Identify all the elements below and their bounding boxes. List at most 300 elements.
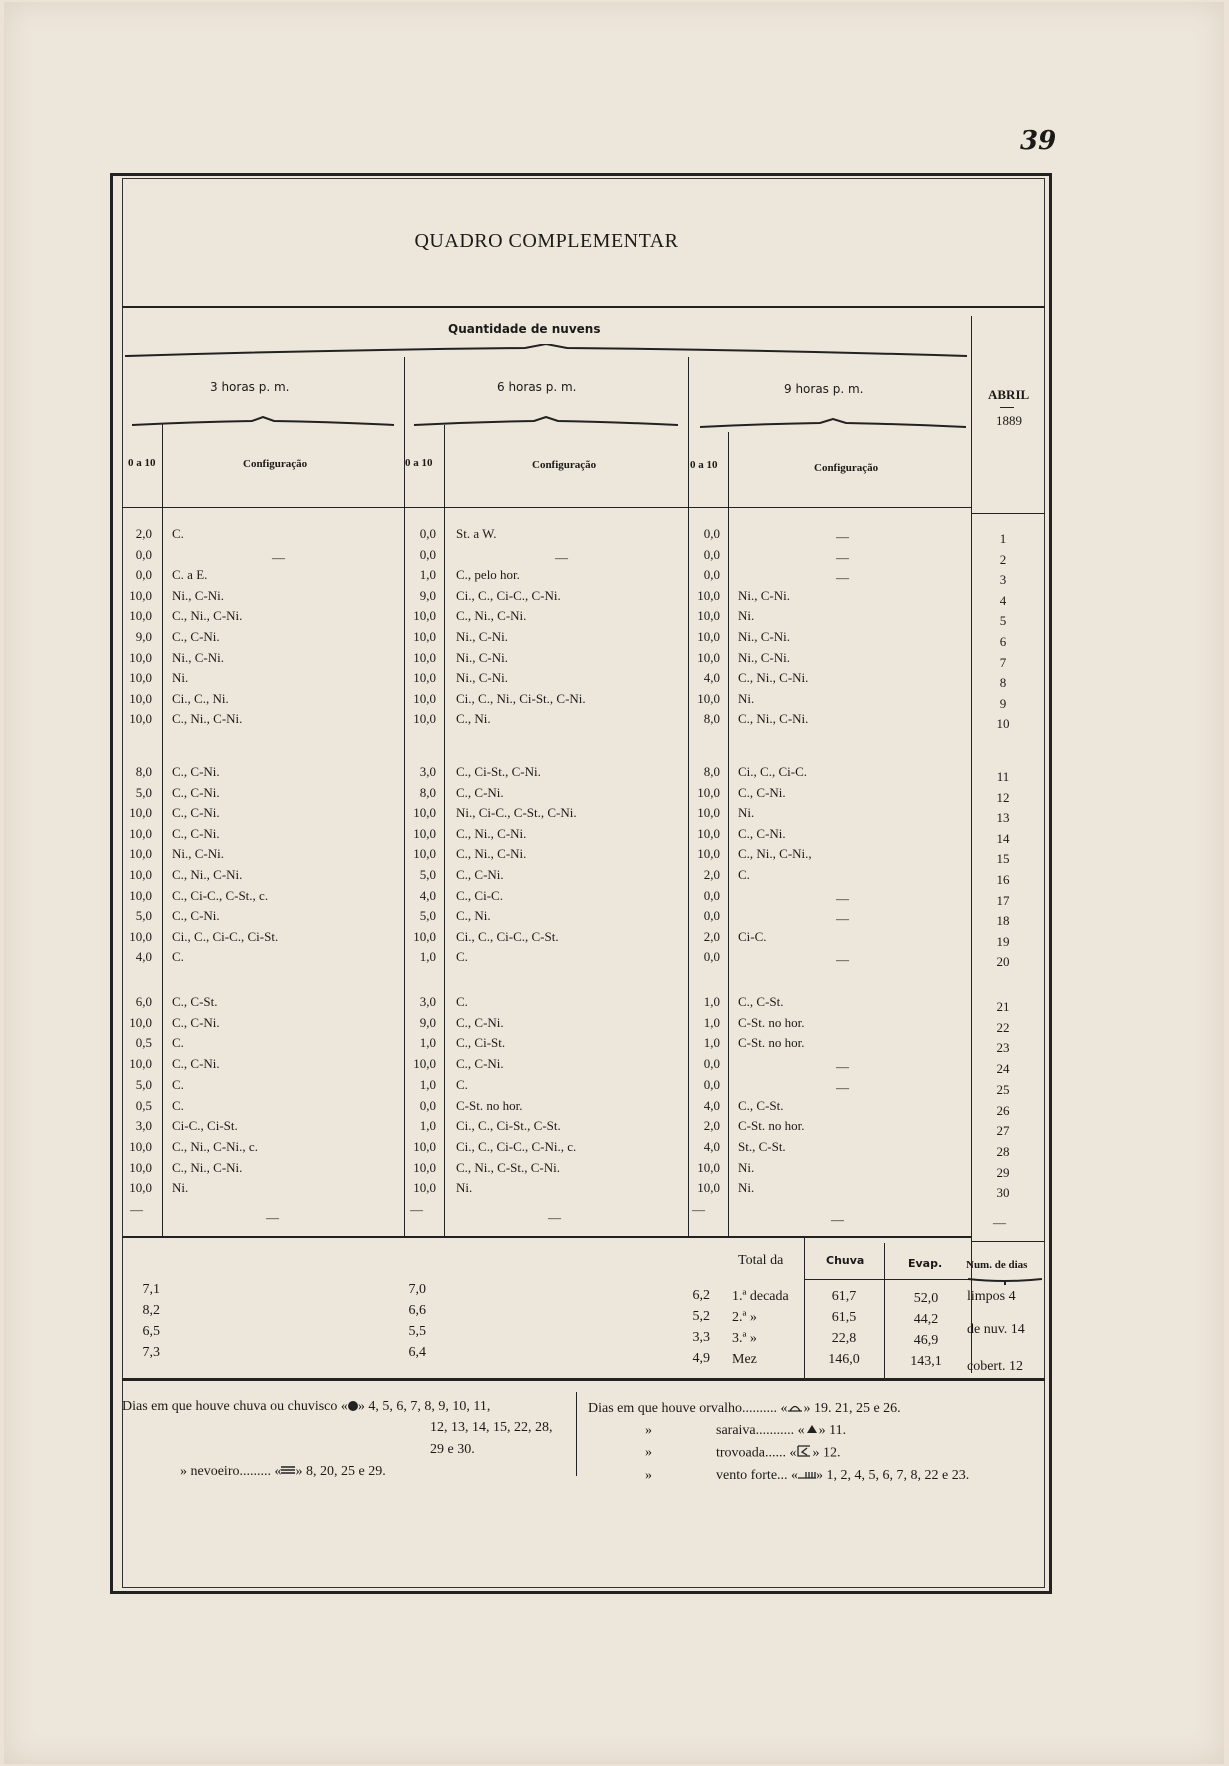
day-number: 11 — [996, 769, 1010, 784]
config-9pm: C., Ni., C-Ni. — [738, 670, 809, 686]
amount-9pm: 10,0 — [697, 608, 720, 624]
day-number: 7 — [999, 654, 1007, 670]
config-9pm: Ci., C., Ci-C. — [738, 764, 807, 779]
day-number: 17 — [996, 892, 1010, 908]
config-6pm: C., Ni., C-Ni. — [456, 846, 527, 862]
numdias-brace — [968, 1277, 1042, 1285]
day-number: 15 — [996, 851, 1010, 867]
amount-3pm: 0,5 — [135, 1097, 152, 1113]
amount-9pm: 0,0 — [703, 887, 720, 903]
evap-value: 44,2 — [913, 1312, 939, 1327]
config-3pm: C., Ni., C-Ni. — [172, 608, 243, 624]
amount-3pm: 10,0 — [129, 825, 152, 841]
brace-6pm — [414, 416, 678, 424]
amount-9pm: 10,0 — [697, 1180, 720, 1196]
config-9pm: — — [836, 570, 849, 586]
day-number: 18 — [996, 913, 1010, 929]
config-6pm: C. — [456, 1076, 468, 1092]
amount-3pm: 5,0 — [135, 1076, 152, 1092]
col-config-b: Configuração — [532, 459, 597, 471]
config-3pm: Ci., C., Ci-C., Ci-St. — [172, 928, 279, 944]
config-9pm: Ni., C-Ni. — [738, 587, 790, 603]
config-3pm: C. — [172, 1097, 184, 1113]
header-rule-month — [971, 513, 1045, 514]
thunder-icon — [796, 1445, 812, 1462]
config-9pm: C., C-St. — [738, 1097, 784, 1113]
amount-3pm: 0,0 — [135, 546, 152, 562]
trovoada-quote: » — [645, 1445, 652, 1460]
month-label: ABRIL — [988, 387, 1030, 402]
nuv-count: de nuv. 14 — [967, 1322, 1025, 1337]
config-3pm: Ci., C., Ni. — [172, 690, 229, 706]
config-3pm: Ni., C-Ni. — [172, 846, 224, 862]
day-number: 1 — [999, 531, 1007, 546]
period-label: 2.ª » — [732, 1310, 757, 1325]
config-9pm: C., C-Ni. — [738, 784, 786, 800]
col-amount-a: 0 a 10 — [128, 457, 156, 469]
amount-9pm: 10,0 — [697, 846, 720, 862]
amount-6pm: 0,0 — [419, 1097, 436, 1113]
amount-3pm: 10,0 — [129, 1138, 152, 1154]
amount-6pm: 3,0 — [419, 764, 436, 779]
vento-quote: » — [645, 1468, 652, 1483]
amount-6pm: 4,0 — [419, 887, 436, 903]
config-6pm: Ci., C., Ni., Ci-St., C-Ni. — [456, 690, 586, 706]
amount-6pm: 8,0 — [419, 784, 436, 800]
amount-9pm: 1,0 — [703, 994, 720, 1009]
amount-3pm: 10,0 — [129, 846, 152, 862]
mean-3pm: 8,2 — [142, 1303, 160, 1318]
saraiva-quote: » — [645, 1423, 652, 1438]
config-6pm: Ci., C., Ci-St., C-St. — [456, 1118, 561, 1134]
config-6pm: St. a W. — [456, 526, 497, 541]
mean-9pm: 5,2 — [692, 1309, 710, 1324]
amount-6pm: 10,0 — [413, 670, 436, 686]
config-3pm: C., C-Ni. — [172, 805, 220, 821]
amount-6pm: 1,0 — [419, 1035, 436, 1051]
chuva-rule — [804, 1279, 884, 1280]
amount-6pm: 3,0 — [419, 994, 436, 1009]
amount-9pm: 2,0 — [703, 928, 720, 944]
amount-3pm: 10,0 — [129, 867, 152, 882]
config-6pm: Ni., Ci-C., C-St., C-Ni. — [456, 805, 577, 821]
col-config-a: Configuração — [243, 458, 308, 470]
vento-note: vento forte... « » 1, 2, 4, 5, 6, 7, 8, 22 e 23. — [716, 1468, 970, 1484]
nevoeiro-note: » nevoeiro......... « » 8, 20, 25 e 29. — [180, 1464, 386, 1480]
amount-9pm: 0,0 — [703, 908, 720, 924]
amount-6pm: 10,0 — [413, 846, 436, 862]
config-9pm: — — [836, 549, 849, 565]
mean-6pm: 6,4 — [408, 1345, 426, 1360]
amount-6pm: 1,0 — [419, 1118, 436, 1134]
config-9pm: Ni. — [738, 608, 755, 624]
config-6pm: C., Ci-C. — [456, 887, 503, 903]
config-3pm: C. — [172, 1035, 184, 1051]
config-6pm: C., Ci-St. — [456, 1035, 506, 1051]
amount-3pm: 10,0 — [129, 608, 152, 624]
config-6pm: C., Ni. — [456, 908, 491, 924]
config-3pm: C., Ni., C-Ni. — [172, 867, 243, 882]
day-number: 16 — [996, 872, 1010, 887]
config-3pm: C., C-Ni. — [172, 1056, 220, 1072]
config-3pm: C., Ni., C-Ni., c. — [172, 1138, 258, 1154]
amount-3pm: 5,0 — [135, 908, 152, 924]
amount-9pm: 10,0 — [697, 629, 720, 644]
day-number: 13 — [996, 810, 1010, 826]
amount-6pm: 10,0 — [413, 608, 436, 624]
amount-3pm: 5,0 — [135, 784, 152, 800]
day-number: 4 — [999, 592, 1007, 608]
amount-3pm: 10,0 — [129, 1159, 152, 1175]
time-6pm: 6 horas p. m. — [497, 380, 577, 394]
day-number: 3 — [999, 572, 1007, 588]
amount-6pm: 10,0 — [413, 928, 436, 944]
config-3pm: C., Ni., C-Ni. — [172, 1159, 243, 1175]
evap-value: 46,9 — [913, 1333, 939, 1348]
amount-9pm: 2,0 — [703, 1118, 720, 1134]
header-rule — [122, 507, 972, 508]
end-dash-cc: — — [831, 1212, 844, 1227]
chuva-label: Chuva — [826, 1254, 865, 1267]
amount-9pm: 1,0 — [703, 1035, 720, 1051]
day-number: 25 — [996, 1081, 1010, 1097]
config-9pm: C., Ni., C-Ni. — [738, 711, 809, 727]
chuva-value: 22,8 — [831, 1331, 857, 1346]
config-6pm: C., C-Ni. — [456, 1014, 504, 1030]
wind-icon — [798, 1468, 816, 1484]
amount-9pm: 4,0 — [703, 670, 720, 686]
mean-6pm: 7,0 — [408, 1282, 426, 1297]
col-amount-c: 0 a 10 — [690, 459, 718, 471]
day-number: 8 — [999, 675, 1007, 691]
config-6pm: Ni., C-Ni. — [456, 670, 508, 686]
amount-9pm: 10,0 — [697, 649, 720, 665]
config-3pm: C. — [172, 526, 184, 541]
day-number: 22 — [996, 1019, 1010, 1035]
config-9pm: Ni., C-Ni. — [738, 629, 790, 644]
amount-3pm: 8,0 — [135, 764, 152, 779]
end-dash-b: — — [410, 1202, 423, 1217]
config-6pm: C., Ni., C-St., C-Ni. — [456, 1159, 561, 1175]
amount-3pm: 10,0 — [129, 887, 152, 903]
config-3pm: C., C-Ni. — [172, 825, 220, 841]
evap-value: 143,1 — [910, 1354, 942, 1369]
mean-3pm: 7,3 — [142, 1345, 160, 1360]
config-3pm: C. a E. — [172, 567, 208, 583]
amount-6pm: 10,0 — [413, 1159, 436, 1175]
config-6pm: C-St. no hor. — [456, 1097, 523, 1113]
time-3pm: 3 horas p. m. — [210, 380, 290, 394]
config-9pm: — — [836, 911, 849, 927]
amount-9pm: 4,0 — [703, 1138, 720, 1154]
fog-icon — [281, 1464, 295, 1480]
evap-label: Evap. — [908, 1257, 943, 1270]
config-6pm: C., Ci-St., C-Ni. — [456, 764, 541, 779]
config-9pm: C-St. no hor. — [738, 1118, 805, 1134]
amount-3pm: 10,0 — [129, 1180, 152, 1196]
mean-9pm: 6,2 — [692, 1288, 710, 1303]
day-number: 10 — [996, 716, 1010, 732]
config-6pm: Ni., C-Ni. — [456, 649, 508, 665]
amount-9pm: 0,0 — [703, 567, 720, 583]
config-6pm: Ci., C., Ci-C., C-Ni., c. — [456, 1138, 577, 1154]
amount-3pm: 9,0 — [135, 629, 152, 644]
mean-6pm: 5,5 — [408, 1324, 426, 1339]
day-number: 24 — [996, 1061, 1010, 1077]
amount-6pm: 0,0 — [419, 526, 436, 541]
amount-6pm: 10,0 — [413, 825, 436, 841]
group-title: Quantidade de nuvens — [448, 322, 601, 336]
config-6pm: C. — [456, 994, 468, 1009]
rain-icon — [348, 1401, 358, 1411]
mean-6pm: 6,6 — [408, 1303, 426, 1318]
config-3pm: C., C-Ni. — [172, 764, 220, 779]
amount-9pm: 4,0 — [703, 1097, 720, 1113]
amount-3pm: 10,0 — [129, 928, 152, 944]
config-3pm: Ni. — [172, 670, 189, 686]
day-number: 12 — [996, 789, 1010, 805]
time-9pm: 9 horas p. m. — [784, 382, 864, 396]
config-6pm: C., Ni., C-Ni. — [456, 608, 527, 624]
config-9pm: — — [836, 890, 849, 906]
amount-6pm: 10,0 — [413, 649, 436, 665]
config-3pm: C. — [172, 1076, 184, 1092]
month-col-divider — [971, 316, 972, 1373]
chuva-note: Dias em que houve chuva ou chuvisco « » 4, 5, 6, 7, 8, 9, 10, 11, — [122, 1399, 491, 1414]
config-3pm: C., C-St. — [172, 994, 218, 1009]
config-9pm: — — [836, 1059, 849, 1075]
cobert-count: cobert. 12 — [967, 1359, 1023, 1374]
amount-6pm: 10,0 — [413, 1138, 436, 1154]
summary-rule — [122, 1236, 972, 1238]
amount-3pm: 10,0 — [129, 711, 152, 727]
amount-3pm: 10,0 — [129, 649, 152, 665]
amount-9pm: 10,0 — [697, 1159, 720, 1175]
amount-9pm: 10,0 — [697, 825, 720, 841]
day-number: 2 — [999, 551, 1007, 567]
config-9pm: C., C-Ni. — [738, 825, 786, 841]
config-9pm: — — [836, 952, 849, 968]
config-3pm: Ni., C-Ni. — [172, 649, 224, 665]
config-6pm: C., C-Ni. — [456, 784, 504, 800]
col-config-c: Configuração — [814, 462, 879, 474]
config-9pm: Ni. — [738, 690, 755, 706]
config-9pm: St., C-St. — [738, 1138, 786, 1154]
day-number: 6 — [999, 634, 1007, 649]
config-3pm: C., C-Ni. — [172, 629, 220, 644]
amount-9pm: 1,0 — [703, 1014, 720, 1030]
config-9pm: C. — [738, 867, 750, 882]
config-3pm: Ci-C., Ci-St. — [172, 1118, 238, 1134]
day-number: 5 — [999, 613, 1007, 629]
chuva-note-2: 12, 13, 14, 15, 22, 28, — [430, 1420, 553, 1435]
amount-3pm: 10,0 — [129, 805, 152, 821]
day-number: 9 — [999, 695, 1007, 711]
month-dash — [1000, 407, 1014, 408]
evap-divider — [884, 1243, 885, 1380]
day-number: 14 — [996, 830, 1010, 846]
notes-divider — [576, 1392, 577, 1476]
col-amount-b: 0 a 10 — [405, 457, 433, 469]
day-number: 30 — [996, 1185, 1010, 1201]
orvalho-note: Dias em que houve orvalho.......... « » 19. 21, 25 e 26. — [588, 1401, 901, 1417]
amount-3pm: 3,0 — [135, 1118, 152, 1134]
amount-6pm: 10,0 — [413, 1180, 436, 1196]
amount-3pm: 10,0 — [129, 690, 152, 706]
config-9pm: C., Ni., C-Ni., — [738, 846, 812, 862]
config-9pm: Ni. — [738, 1180, 755, 1196]
amount-6pm: 9,0 — [419, 1014, 436, 1030]
period-label: Mez — [732, 1352, 757, 1367]
config-6pm: C., C-Ni. — [456, 867, 504, 882]
config-9pm: — — [836, 1079, 849, 1095]
amount-9pm: 0,0 — [703, 526, 720, 541]
amount-6pm: 10,0 — [413, 805, 436, 821]
sub-divider-c — [728, 432, 729, 1237]
end-dash-a: — — [130, 1202, 143, 1217]
evap-value: 52,0 — [913, 1291, 939, 1306]
chuva-value: 61,7 — [831, 1289, 857, 1304]
config-9pm: Ni. — [738, 805, 755, 821]
amount-9pm: 8,0 — [703, 764, 720, 779]
config-6pm: — — [555, 549, 568, 565]
amount-9pm: 2,0 — [703, 867, 720, 882]
amount-9pm: 10,0 — [697, 690, 720, 706]
amount-9pm: 10,0 — [697, 784, 720, 800]
config-9pm: C-St. no hor. — [738, 1035, 805, 1051]
brace-3pm — [132, 416, 394, 424]
config-6pm: Ci., C., Ci-C., C-St. — [456, 928, 559, 944]
config-3pm: C., Ci-C., C-St., c. — [172, 887, 269, 903]
chuva-value: 146,0 — [828, 1352, 860, 1367]
config-9pm: C-St. no hor. — [738, 1014, 805, 1030]
config-9pm: Ci-C. — [738, 928, 767, 944]
chuva-note-3: 29 e 30. — [430, 1442, 475, 1457]
day-number: 28 — [996, 1143, 1010, 1159]
amount-6pm: 10,0 — [413, 711, 436, 727]
day-number: 20 — [996, 954, 1010, 970]
group-brace — [125, 344, 967, 352]
amount-6pm: 5,0 — [419, 908, 436, 924]
year-label: 1889 — [996, 413, 1022, 428]
amount-3pm: 4,0 — [135, 949, 152, 965]
amount-9pm: 8,0 — [703, 711, 720, 727]
config-6pm: Ci., C., Ci-C., C-Ni. — [456, 587, 561, 603]
config-6pm: Ni. — [456, 1180, 473, 1196]
mean-3pm: 6,5 — [142, 1324, 160, 1339]
amount-6pm: 10,0 — [413, 690, 436, 706]
amount-3pm: 0,5 — [135, 1035, 152, 1051]
end-dash-c: — — [692, 1202, 705, 1217]
config-6pm: C., Ni. — [456, 711, 491, 727]
amount-3pm: 10,0 — [129, 670, 152, 686]
title-rule — [122, 306, 1045, 308]
end-dash-d: — — [993, 1215, 1006, 1230]
amount-6pm: 0,0 — [419, 546, 436, 562]
config-3pm: C., Ni., C-Ni. — [172, 711, 243, 727]
limpos-count: limpos 4 — [967, 1289, 1016, 1304]
amount-3pm: 0,0 — [135, 567, 152, 583]
amount-6pm: 1,0 — [419, 567, 436, 583]
amount-6pm: 1,0 — [419, 1076, 436, 1092]
config-9pm: C., C-St. — [738, 994, 784, 1009]
amount-9pm: 0,0 — [703, 546, 720, 562]
config-6pm: C., C-Ni. — [456, 1056, 504, 1072]
mean-3pm: 7,1 — [142, 1282, 160, 1297]
mean-9pm: 4,9 — [692, 1351, 710, 1366]
summary-rule-month — [971, 1241, 1045, 1242]
config-9pm: — — [836, 529, 849, 544]
day-number: 23 — [996, 1040, 1010, 1056]
config-6pm: C., Ni., C-Ni. — [456, 825, 527, 841]
brace-9pm — [700, 418, 966, 426]
amount-3pm: 10,0 — [129, 1056, 152, 1072]
mean-9pm: 3,3 — [692, 1330, 710, 1345]
amount-9pm: 10,0 — [697, 805, 720, 821]
config-3pm: Ni. — [172, 1180, 189, 1196]
day-number: 26 — [996, 1102, 1010, 1118]
config-3pm: C., C-Ni. — [172, 1014, 220, 1030]
end-dash-bc: — — [548, 1210, 561, 1225]
notes-rule — [122, 1378, 1045, 1381]
amount-9pm: 0,0 — [703, 1056, 720, 1072]
config-6pm: C., pelo hor. — [456, 567, 520, 583]
config-3pm: C., C-Ni. — [172, 784, 220, 800]
amount-3pm: 10,0 — [129, 587, 152, 603]
page-number: 39 — [1020, 126, 1057, 156]
config-9pm: Ni. — [738, 1159, 755, 1175]
config-6pm: Ni., C-Ni. — [456, 629, 508, 644]
period-label: 1.ª decada — [732, 1289, 789, 1304]
config-3pm: Ni., C-Ni. — [172, 587, 224, 603]
amount-3pm: 2,0 — [135, 526, 152, 541]
config-3pm: C. — [172, 949, 184, 965]
hail-icon — [805, 1423, 819, 1439]
amount-9pm: 10,0 — [697, 587, 720, 603]
config-6pm: C. — [456, 949, 468, 965]
chuva-value: 61,5 — [831, 1310, 857, 1325]
total-label: Total da — [738, 1253, 784, 1268]
day-number: 29 — [996, 1164, 1010, 1180]
amount-3pm: 6,0 — [135, 994, 152, 1009]
config-3pm: — — [272, 549, 285, 565]
day-number: 21 — [996, 999, 1010, 1014]
dew-icon — [787, 1401, 803, 1417]
amount-3pm: 10,0 — [129, 1014, 152, 1030]
day-number: 27 — [996, 1123, 1010, 1139]
config-3pm: C., C-Ni. — [172, 908, 220, 924]
day-number: 19 — [996, 933, 1010, 949]
config-9pm: Ni., C-Ni. — [738, 649, 790, 665]
amount-6pm: 10,0 — [413, 1056, 436, 1072]
amount-6pm: 5,0 — [419, 867, 436, 882]
saraiva-note: saraiva........... « » 11. — [716, 1423, 847, 1439]
amount-6pm: 10,0 — [413, 629, 436, 644]
amount-9pm: 0,0 — [703, 949, 720, 965]
evap-rule — [884, 1279, 968, 1280]
amount-6pm: 1,0 — [419, 949, 436, 965]
sub-divider-a — [162, 423, 163, 1237]
chuva-divider — [804, 1237, 805, 1380]
period-label: 3.ª » — [732, 1331, 757, 1346]
page-title: QUADRO COMPLEMENTAR — [414, 230, 679, 252]
sub-divider-b — [444, 425, 445, 1237]
trovoada-note: trovoada...... « » 12. — [716, 1445, 841, 1461]
numdias-label: Num. de dias — [966, 1259, 1028, 1271]
amount-9pm: 0,0 — [703, 1076, 720, 1092]
amount-6pm: 9,0 — [419, 587, 436, 603]
end-dash-ac: — — [266, 1210, 279, 1225]
